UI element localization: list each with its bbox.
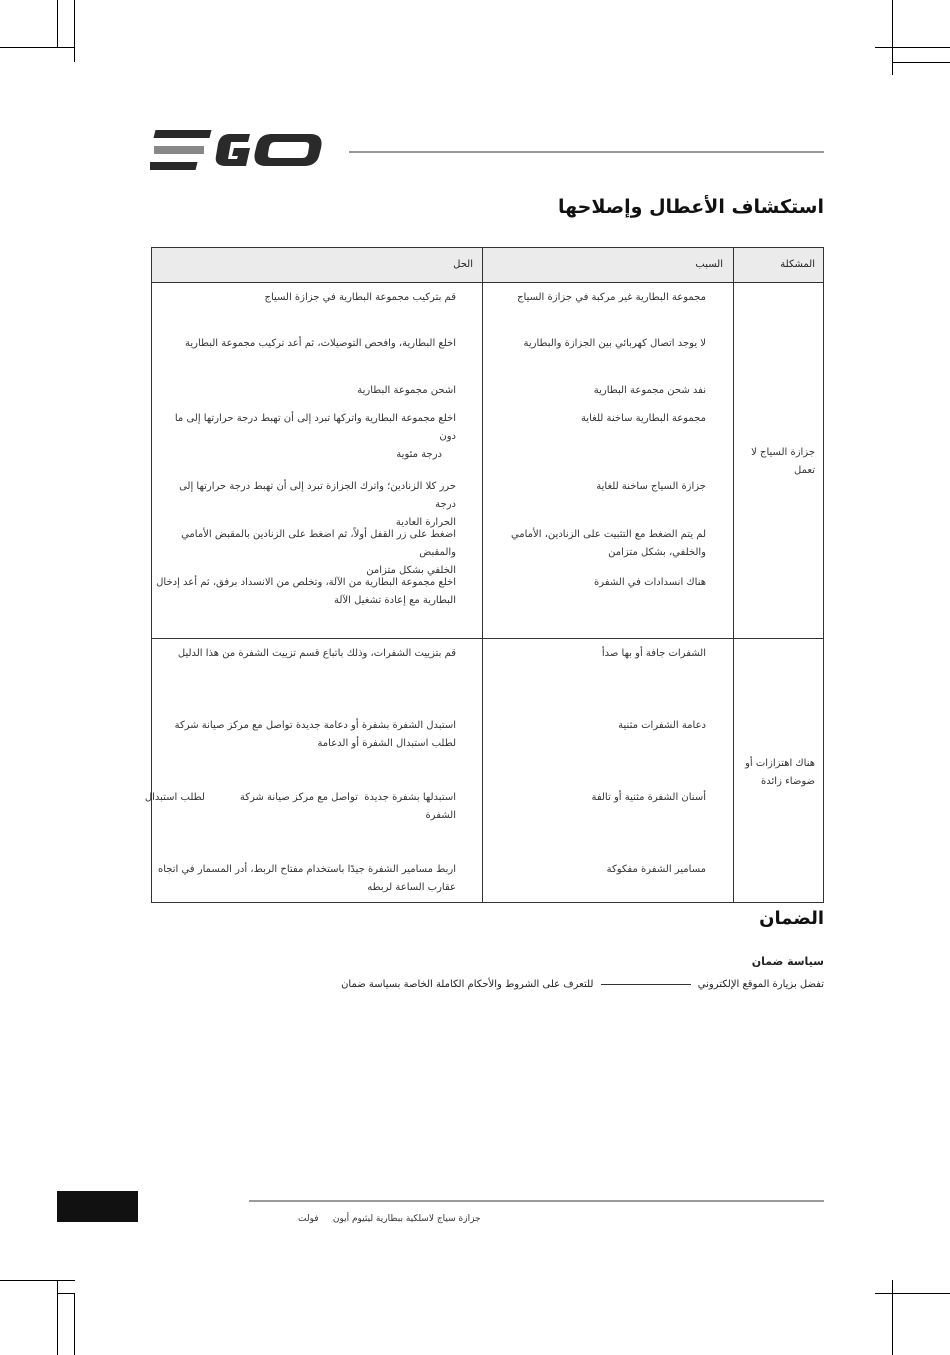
website-blank bbox=[601, 984, 691, 985]
problem-cell: هناك اهتزازات أو ضوضاء زائدة bbox=[745, 758, 815, 787]
crop-mark bbox=[0, 47, 75, 48]
cause-cell: لم يتم الضغط مع التثبيت على الزنادين، الأمامي والخلفي، بشكل متزامن bbox=[510, 529, 706, 558]
solution-cell: اخلع مجموعة البطارية من الآلة، وتخلص من الانسداد برفق، ثم أعد إدخال البطارية مع إعادة تشغيل الآلة bbox=[156, 577, 456, 606]
crop-mark bbox=[892, 1280, 893, 1355]
cause-cell: أسنان الشفرة مثنية أو تالفة bbox=[591, 792, 706, 803]
cause-cell: مجموعة البطارية ساخنة للغاية bbox=[580, 413, 706, 424]
cause-cell: لا يوجد اتصال كهربائي بين الجزازة والبطارية bbox=[523, 338, 706, 349]
page-number-tab bbox=[57, 1191, 138, 1222]
crop-mark bbox=[892, 62, 950, 63]
ego-logo bbox=[150, 128, 330, 172]
crop-mark bbox=[57, 0, 58, 47]
solution-cell: قم بتركيب مجموعة البطارية في جزازة السياج bbox=[264, 292, 456, 303]
troubleshooting-table bbox=[144, 247, 824, 903]
crop-mark bbox=[0, 1280, 75, 1281]
crop-mark bbox=[875, 1293, 950, 1294]
solution-cell: اشحن مجموعة البطارية bbox=[357, 385, 456, 396]
solution-cell: اربط مسامير الشفرة جيدًا باستخدام مفتاح الربط، أدر المسمار في اتجاه عقارب الساعة لربطه bbox=[157, 864, 456, 893]
crop-mark bbox=[57, 1293, 75, 1294]
cause-cell: هناك انسدادات في الشفرة bbox=[594, 577, 706, 588]
cause-cell: مسامير الشفرة مفكوكة bbox=[606, 864, 706, 875]
warranty-title: الضمان bbox=[759, 908, 824, 929]
header-cause: السبب bbox=[695, 259, 723, 270]
footer-text: جزازة سياج لاسلكية ببطارية ليثيوم أيون فولت bbox=[298, 1214, 481, 1224]
cause-cell: جزازة السياج ساخنة للغاية bbox=[596, 481, 706, 492]
crop-mark bbox=[74, 1293, 75, 1355]
cause-cell: نفد شحن مجموعة البطارية bbox=[593, 385, 706, 396]
warranty-policy-text: تفضل بزيارة الموقع الإلكتروني للتعرف على الشروط والأحكام الكاملة الخاصة بسياسة ضمان bbox=[341, 979, 824, 990]
cause-cell: مجموعة البطارية غير مركبة في جزازة السياج bbox=[517, 292, 706, 303]
footer-rule bbox=[249, 1200, 824, 1202]
solution-cell: حرر كلا الزنادين؛ واترك الجزازة تبرد إلى أن تهبط درجة حرارتها إلى درجة الحرارة العادية bbox=[179, 481, 456, 528]
crop-mark bbox=[74, 0, 75, 62]
row-divider bbox=[152, 282, 823, 283]
crop-mark bbox=[892, 0, 893, 75]
cause-cell: دعامة الشفرات مثنية bbox=[618, 720, 706, 731]
cause-cell: الشفرات جافة أو بها صدأ bbox=[601, 648, 706, 659]
column-divider bbox=[733, 248, 734, 902]
crop-mark bbox=[57, 1280, 58, 1355]
solution-cell: اضغط على زر القفل أولاً، ثم اضغط على الزنادين بالمقبض الأمامي والمقبض الخلفي بشكل متزامن bbox=[181, 529, 456, 576]
warranty-policy-heading: سياسة ضمان bbox=[751, 955, 824, 968]
solution-cell: قم بتزييت الشفرات، وذلك باتباع قسم تزييت الشفرة من هذا الدليل bbox=[177, 648, 456, 659]
solution-cell: استبدلها بشفرة جديدة تواصل مع مركز صيانة شركة لطلب استبدال الشفرة bbox=[144, 792, 456, 821]
header-problem: المشكلة bbox=[780, 259, 815, 270]
crop-mark bbox=[875, 47, 950, 48]
row-divider bbox=[152, 638, 823, 639]
page-title: استكشاف الأعطال وإصلاحها bbox=[557, 196, 824, 218]
problem-cell: جزازة السياج لا تعمل bbox=[751, 447, 815, 476]
header-rule bbox=[349, 151, 824, 153]
solution-cell: اخلع البطارية، وافحص التوصيلات، ثم أعد تركيب مجموعة البطارية bbox=[184, 338, 456, 349]
solution-cell: استبدل الشفرة بشفرة أو دعامة جديدة تواصل مع مركز صيانة شركة لطلب استبدال الشفرة أو الدعامة bbox=[174, 720, 456, 749]
solution-cell: اخلع مجموعة البطارية واتركها تبرد إلى أن تهبط درجة حرارتها إلى ما دون درجة مئوية bbox=[174, 413, 456, 460]
header-solution: الحل bbox=[453, 259, 473, 270]
